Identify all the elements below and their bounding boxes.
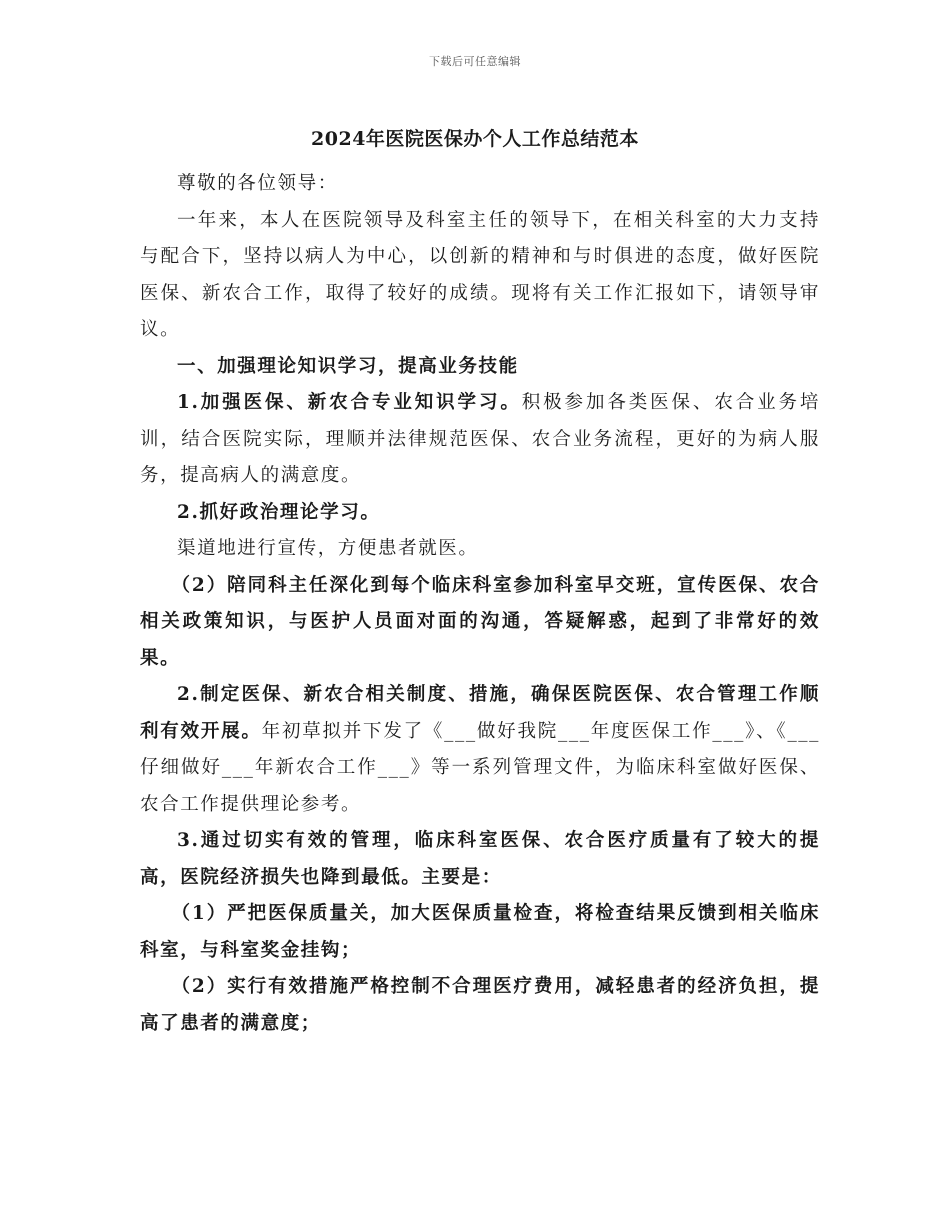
intro-paragraph: 一年来，本人在医院领导及科室主任的领导下，在相关科室的大力支持与配合下，坚持以病人为中心，以创新的精神和与时俱进的态度，做好医院医保、新农合工作，取得了较好的成绩。现将有关工作汇报如下，请领导审议。 — [140, 209, 820, 340]
paragraph-item-2b — [140, 677, 820, 823]
section-heading: 一、加强理论知识学习，提高业务技能 — [177, 355, 519, 377]
item-3-lead: 3.通过切实有效的管理，临床科室医保、农合医疗质量有了较大的提高，医院经济损失也降到最低。主要是： — [140, 830, 820, 888]
item-2-heading: 2.抓好政治理论学习。 — [177, 501, 381, 523]
item-1-text: 积极参加各类医保、农合业务培训，结合医院实际，理顺并法律规范医保、农合业务流程，更好的为病人服务，提高病人的满意度。 — [140, 392, 820, 486]
item-2-text: 渠道地进行宣传，方便患者就医。 — [177, 538, 479, 559]
page-header: 下载后可任意编辑 — [429, 55, 521, 68]
document-body — [140, 166, 820, 1042]
item-1-lead: 1.加强医保、新农合专业知识学习。 — [177, 392, 522, 413]
item-2-sub-2: （2）陪同科主任深化到每个临床科室参加科室早交班，宣传医保、农合相关政策知识，与医护人员面对面的沟通，答疑解惑，起到了非常好的效果。 — [140, 574, 820, 669]
document-title: 2024年医院医保办个人工作总结范本 — [311, 128, 639, 150]
paragraph-item-1 — [140, 385, 820, 495]
item-2b-text: 年初草拟并下发了《___做好我院___年度医保工作___》、《___仔细做好___年新农合工作___》等一系列管理文件，为临床科室做好医保、农合工作提供理论参考。 — [140, 720, 820, 815]
item-3-sub-2: （2）实行有效措施严格控制不合理医疗费用，减轻患者的经济负担，提高了患者的满意度； — [140, 976, 820, 1034]
item-2b-lead: 2.制定医保、新农合相关制度、措施，确保医院医保、农合管理工作顺利有效开展。 — [140, 684, 820, 742]
salutation: 尊敬的各位领导： — [177, 173, 338, 194]
item-3-sub-1: （1）严把医保质量关，加大医保质量检查，将检查结果反馈到相关临床科室，与科室奖金挂钩； — [140, 903, 820, 961]
